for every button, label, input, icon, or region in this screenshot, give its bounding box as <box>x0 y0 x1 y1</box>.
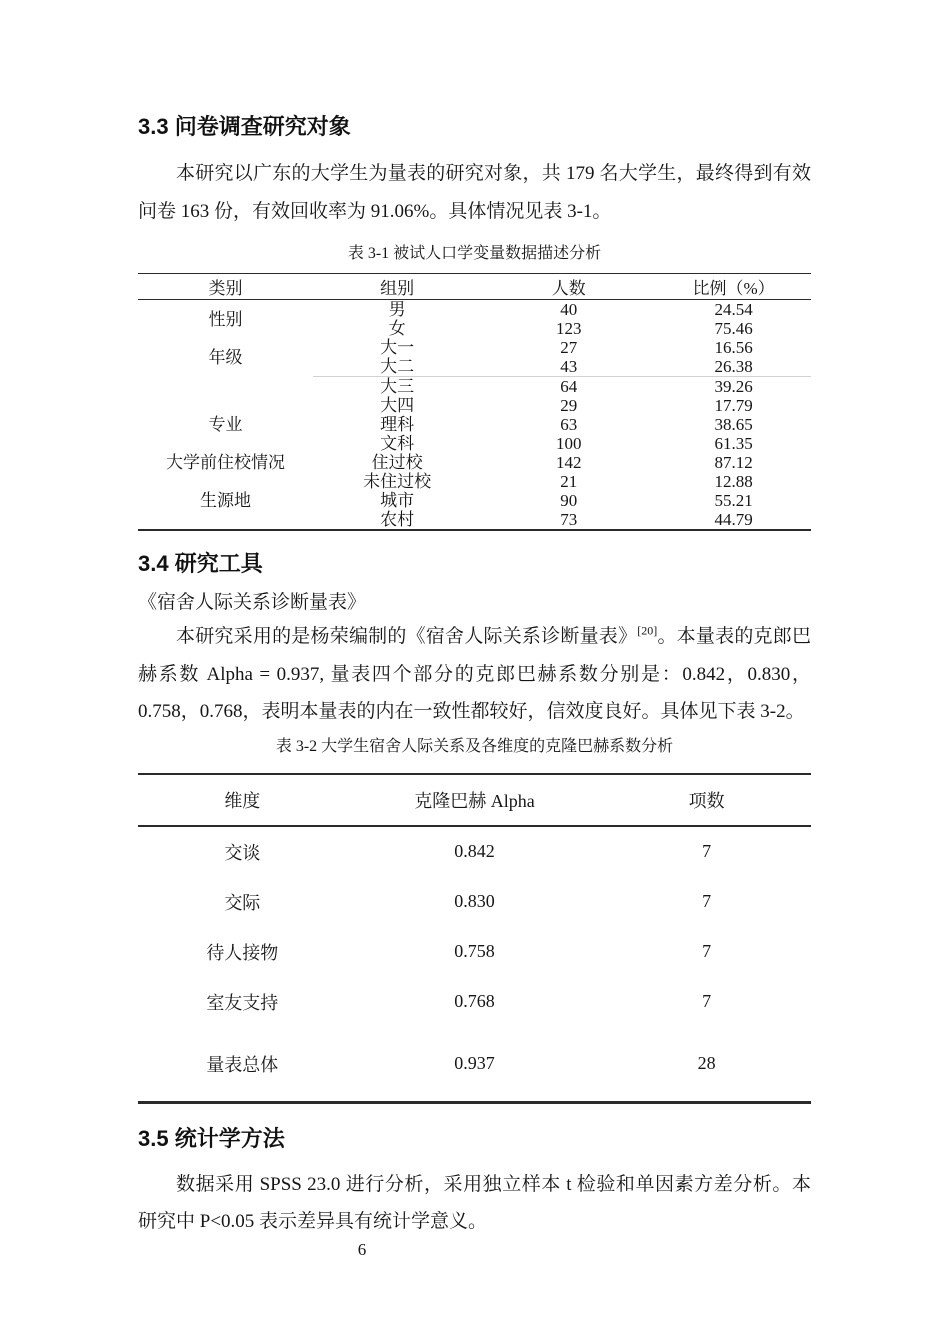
table-header-row <box>138 274 811 300</box>
table-row <box>138 977 811 1027</box>
citation-reference: [20] <box>637 623 658 638</box>
group-cell: 男 <box>388 300 406 319</box>
count-cell: 43 <box>481 357 656 377</box>
category-cell: 年级 <box>208 348 243 367</box>
table-row <box>138 826 811 877</box>
section-heading-3-4: 3.4 研究工具 <box>138 551 263 576</box>
count-cell: 27 <box>560 338 578 357</box>
items-cell: 7 <box>702 941 712 961</box>
percent-cell: 24.54 <box>714 300 753 319</box>
column-header: 人数 <box>481 274 656 300</box>
group-cell: 大二 <box>313 357 481 377</box>
percent-cell: 12.88 <box>714 472 753 491</box>
table-3-2-caption: 表 3-2 大学生宿舍人际关系及各维度的克隆巴赫系数分析 <box>275 737 674 755</box>
count-cell: 21 <box>560 472 578 491</box>
percent-cell: 17.79 <box>714 396 753 415</box>
dimension-cell: 交谈 <box>224 842 261 863</box>
column-header: 克隆巴赫 Alpha <box>347 774 603 826</box>
section-3-3-paragraph: 本研究以广东的大学生为量表的研究对象，共 179 名大学生，最终得到有效问卷 163 份，有效回收率为 91.06%。具体情况见表 3-1。 <box>138 163 811 222</box>
count-cell: 100 <box>555 434 582 453</box>
section-heading-3-3: 3.3 问卷调查研究对象 <box>138 114 351 139</box>
column-header: 组别 <box>313 274 481 300</box>
page-number: 6 <box>357 1240 367 1259</box>
count-cell: 64 <box>560 377 578 396</box>
group-cell: 大三 <box>380 377 415 396</box>
table-header-row <box>138 774 811 826</box>
count-cell: 29 <box>560 396 578 415</box>
category-cell: 专业 <box>208 415 243 434</box>
items-cell: 7 <box>702 991 712 1011</box>
table-row <box>138 300 811 320</box>
percent-cell: 16.56 <box>714 338 753 357</box>
table-row <box>138 338 811 357</box>
percent-cell: 75.46 <box>714 319 753 338</box>
scale-subheading: 《宿舍人际关系诊断量表》 <box>138 592 367 613</box>
dimension-cell: 室友支持 <box>206 992 279 1013</box>
dimension-cell: 量表总体 <box>206 1054 279 1075</box>
group-cell: 未住过校 <box>363 472 432 491</box>
group-cell: 女 <box>388 319 406 338</box>
paragraph-text: 。本量表的克郎巴赫系数 Alpha = 0.937, 量表四个部分的克郎巴赫系数分别是：0.842，0.830，0.758，0.768，表明本量表的内在一致性都较好，信效度良好。具体见下表 3-2。 <box>138 626 811 722</box>
percent-cell: 87.12 <box>714 453 753 472</box>
section-3-4-paragraph <box>138 618 811 731</box>
dimension-cell: 待人接物 <box>206 942 279 963</box>
group-cell: 大四 <box>380 396 415 415</box>
percent-cell: 44.79 <box>714 510 753 529</box>
table-row <box>138 877 811 927</box>
category-cell: 性别 <box>208 309 243 329</box>
column-header: 项数 <box>602 774 811 826</box>
alpha-cell: 0.830 <box>454 891 495 911</box>
count-cell: 123 <box>555 319 582 338</box>
group-cell: 住过校 <box>371 453 423 472</box>
table-3-1-demographics <box>138 273 811 531</box>
alpha-cell: 0.842 <box>454 841 495 861</box>
percent-cell: 55.21 <box>714 491 753 510</box>
count-cell: 142 <box>555 453 582 472</box>
dimension-cell: 交际 <box>224 892 261 913</box>
section-heading-3-5: 3.5 统计学方法 <box>138 1125 285 1151</box>
table-row <box>138 491 811 510</box>
table-row <box>138 453 811 472</box>
alpha-cell: 0.937 <box>454 1053 495 1073</box>
count-cell: 73 <box>560 510 578 529</box>
percent-cell: 39.26 <box>714 377 753 396</box>
group-cell: 理科 <box>380 415 415 434</box>
paragraph-text: 本研究采用的是杨荣编制的《宿舍人际关系诊断量表》 <box>176 626 638 647</box>
items-cell: 7 <box>702 891 712 911</box>
percent-cell: 61.35 <box>714 434 753 453</box>
group-cell: 大一 <box>380 338 415 357</box>
column-header: 比例（%） <box>656 274 811 300</box>
group-cell: 城市 <box>380 491 415 510</box>
items-cell: 7 <box>702 841 712 861</box>
table-row-total <box>138 1027 811 1103</box>
page-content <box>138 0 811 1241</box>
alpha-cell: 0.758 <box>454 941 495 961</box>
table-row <box>138 927 811 977</box>
column-header: 维度 <box>138 774 347 826</box>
table-3-2-cronbach-alpha <box>138 773 811 1104</box>
category-cell: 生源地 <box>199 491 251 510</box>
items-cell: 28 <box>697 1053 716 1073</box>
count-cell: 40 <box>560 300 578 319</box>
column-header: 类别 <box>138 274 313 300</box>
category-cell: 大学前住校情况 <box>165 453 285 472</box>
group-cell: 文科 <box>380 434 415 453</box>
alpha-cell: 0.768 <box>454 991 495 1011</box>
table-row <box>138 415 811 434</box>
table-3-1-caption: 表 3-1 被试人口学变量数据描述分析 <box>347 245 602 262</box>
percent-cell: 38.65 <box>714 415 753 434</box>
count-cell: 90 <box>560 491 578 510</box>
group-cell: 农村 <box>380 510 415 529</box>
percent-cell: 26.38 <box>656 357 811 377</box>
count-cell: 63 <box>560 415 578 434</box>
section-3-5-paragraph: 数据采用 SPSS 23.0 进行分析，采用独立样本 t 检验和单因素方差分析。本研究中 P<0.05 表示差异具有统计学意义。 <box>138 1173 811 1232</box>
